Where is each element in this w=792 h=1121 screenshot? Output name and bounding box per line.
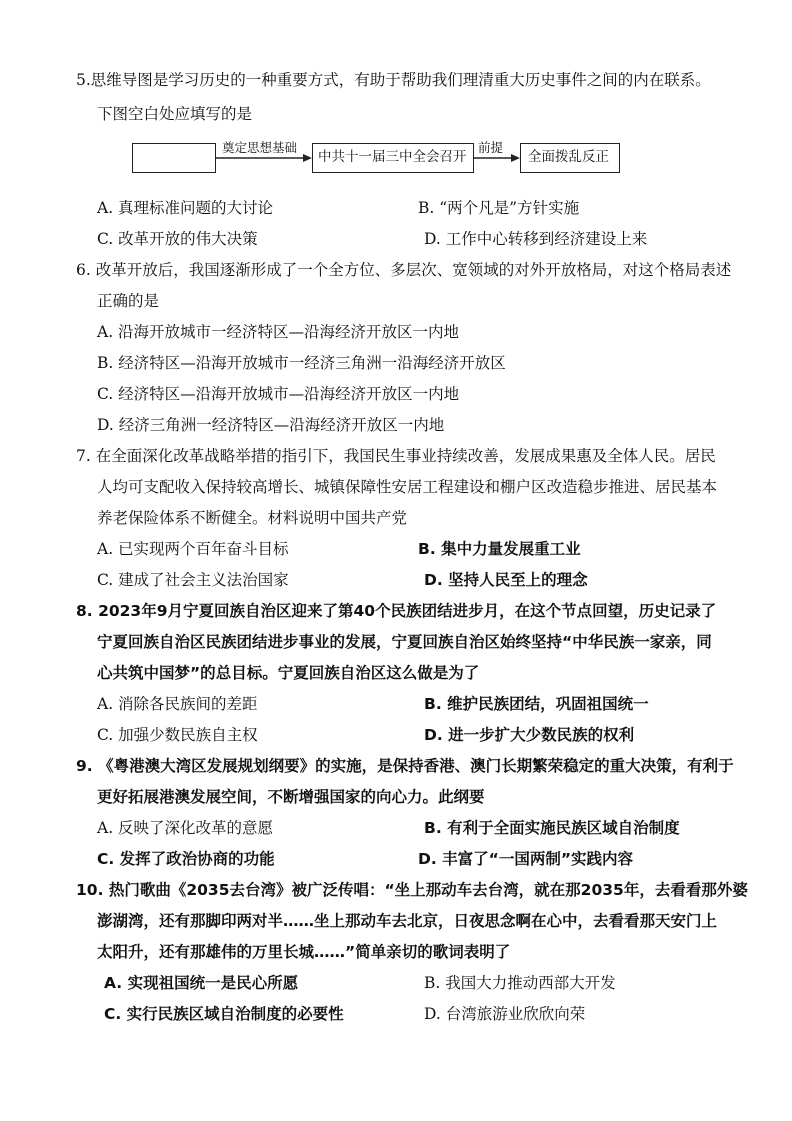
q10-option-b: B. 我国大力推动西部大开发: [424, 974, 616, 992]
q7-stem-line3: 养老保险体系不断健全。材料说明中国共产党: [97, 509, 408, 527]
q8-option-a: A. 消除各民族间的差距: [97, 695, 258, 713]
q7-stem-line2: 人均可支配收入保持较高增长、城镇保障性安居工程建设和棚户区改造稳步推进、居民基本: [97, 478, 718, 496]
q10-stem-line1: 10. 热门歌曲《2035去台湾》被广泛传唱：“坐上那动车去台湾，就在那2035年，去看看那外婆: [76, 881, 748, 899]
q8-stem-line3: 心共筑中国梦”的总目标。宁夏回族自治区这么做是为了: [97, 664, 480, 682]
q5-arrow1-label: 奠定思想基础: [222, 140, 298, 155]
q6-stem-line1: 6. 改革开放后，我国逐渐形成了一个全方位、多层次、宽领域的对外开放格局，对这个格局表述: [76, 261, 732, 279]
q7-stem-line1: 7. 在全面深化改革战略举措的指引下，我国民生事业持续改善，发展成果惠及全体人民。居民: [76, 447, 716, 465]
q10-option-a: A. 实现祖国统一是民心所愿: [104, 974, 299, 992]
q10-stem-line2: 澎湖湾，还有那脚印两对半……坐上那动车去北京，日夜思念啊在心中，去看看那天安门上: [97, 912, 718, 930]
q6-stem-line2: 正确的是: [97, 292, 160, 310]
q7-option-b: B. 集中力量发展重工业: [418, 540, 581, 558]
q7-option-d: D. 坚持人民至上的理念: [424, 571, 588, 589]
q8-stem-line1: 8. 2023年9月宁夏回族自治区迎来了第40个民族团结进步月，在这个节点回望，历史记录了: [76, 602, 717, 620]
q9-option-c: C. 发挥了政治协商的功能: [97, 850, 275, 868]
q5-stem-line2: 下图空白处应填写的是: [97, 105, 253, 123]
q7-option-c: C. 建成了社会主义法治国家: [97, 571, 289, 589]
q5-option-d: D. 工作中心转移到经济建设上来: [424, 230, 648, 248]
q5-center-text: 中共十一届三中全会召开: [318, 149, 467, 165]
q8-option-c: C. 加强少数民族自主权: [97, 726, 258, 744]
q9-stem-line1: 9. 《粤港澳大湾区发展规划纲要》的实施，是保持香港、澳门长期繁荣稳定的重大决策，有利于: [76, 757, 734, 775]
q5-option-a: A. 真理标准问题的大讨论: [97, 199, 274, 217]
q9-option-a: A. 反映了深化改革的意愿: [97, 819, 274, 837]
q7-option-a: A. 已实现两个百年奋斗目标: [97, 540, 289, 558]
q5-option-c: C. 改革开放的伟大决策: [97, 230, 258, 248]
q5-stem-line1: 5.思维导图是学习历史的一种重要方式，有助于帮助我们理清重大历史事件之间的内在联系。: [76, 71, 711, 89]
q10-stem-line3: 太阳升，还有那雄伟的万里长城……”简单亲切的歌词表明了: [97, 943, 511, 961]
q10-option-d: D. 台湾旅游业欣欣向荣: [424, 1005, 586, 1023]
q8-option-d: D. 进一步扩大少数民族的权利: [424, 726, 635, 744]
q6-option-b: B. 经济特区—沿海开放城市一经济三角洲一沿海经济开放区: [97, 354, 506, 372]
q6-option-a: A. 沿海开放城市一经济特区—沿海经济开放区一内地: [97, 323, 460, 341]
q9-option-d: D. 丰富了“一国两制”实践内容: [418, 850, 634, 868]
q6-option-d: D. 经济三角洲一经济特区—沿海经济开放区一内地: [97, 416, 445, 434]
q5-option-b: B. “两个凡是”方针实施: [418, 199, 580, 217]
q5-arrow2-label: 前提: [478, 140, 504, 155]
q8-option-b: B. 维护民族团结，巩固祖国统一: [424, 695, 649, 713]
q5-arrow1-head: [303, 154, 312, 162]
q6-option-c: C. 经济特区—沿海开放城市—沿海经济开放区一内地: [97, 385, 460, 403]
q8-stem-line2: 宁夏回族自治区民族团结进步事业的发展，宁夏回族自治区始终坚持“中华民族一家亲，同: [97, 633, 712, 651]
q10-option-c: C. 实行民族区域自治制度的必要性: [104, 1005, 344, 1023]
q5-right-text: 全面拨乱反正: [528, 149, 609, 165]
q5-arrow2-head: [511, 154, 520, 162]
q9-stem-line2: 更好拓展港澳发展空间，不断增强国家的向心力。此纲要: [97, 788, 485, 806]
q9-option-b: B. 有利于全面实施民族区域自治制度: [424, 819, 680, 837]
